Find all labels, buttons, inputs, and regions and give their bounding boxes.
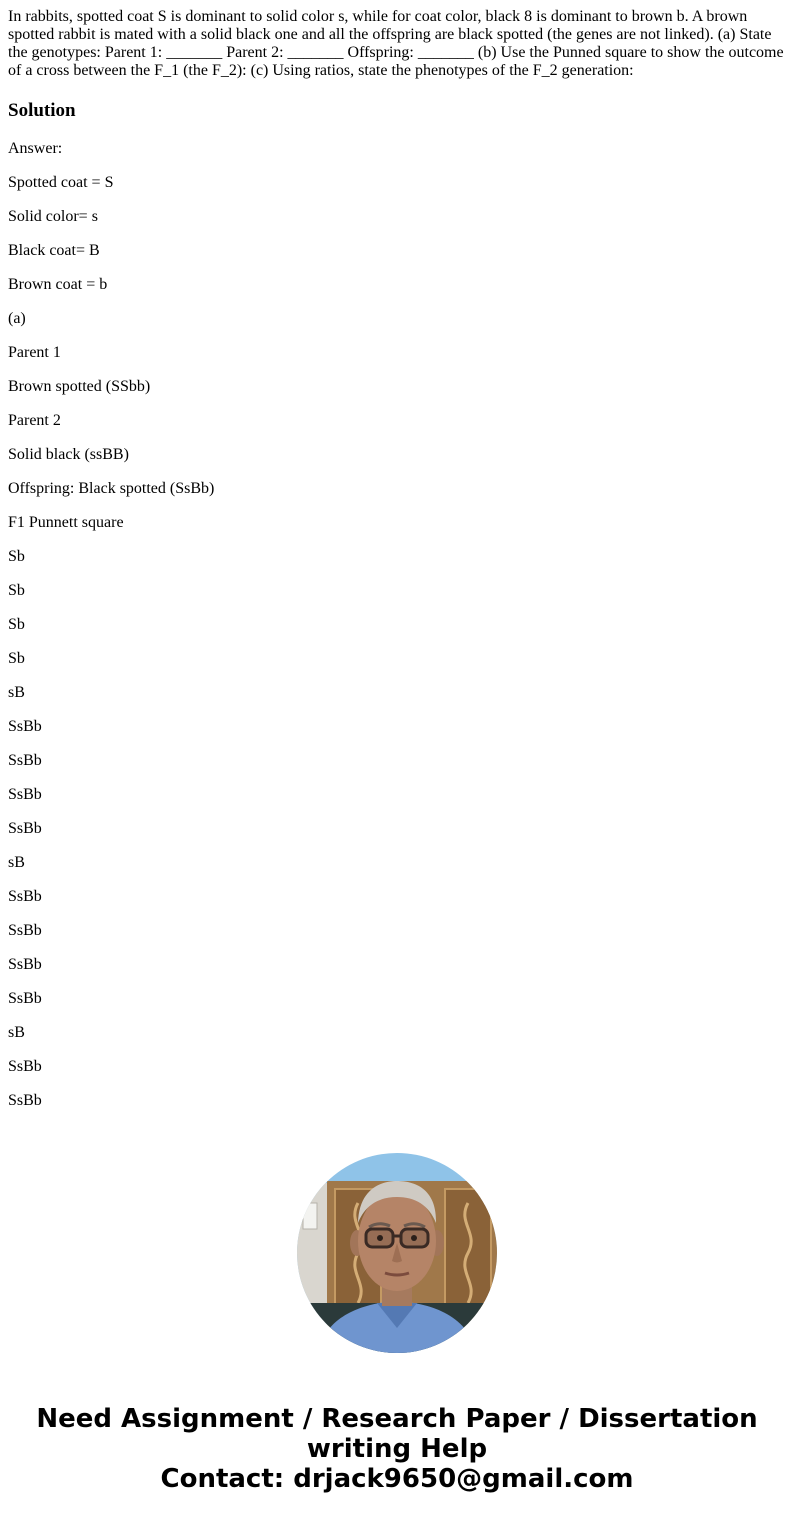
solution-line: SsBb [8,820,42,837]
solution-line: Spotted coat = S [8,174,114,191]
solution-line: Parent 2 [8,412,61,429]
solution-line: Offspring: Black spotted (SsBb) [8,480,215,497]
solution-line: Parent 1 [8,344,61,361]
solution-line: sB [8,854,25,871]
solution-line: Brown coat = b [8,276,108,293]
document-content [8,8,786,1126]
promo-banner [0,1404,794,1494]
solution-line: F1 Punnett square [8,514,124,531]
promo-line-2: writing Help [306,1434,488,1464]
solution-line: SsBb [8,956,42,973]
solution-line: SsBb [8,1092,42,1109]
solution-line: SsBb [8,888,42,905]
solution-line: Solid black (ssBB) [8,446,129,463]
solution-line: Sb [8,650,25,667]
solution-line: Sb [8,616,25,633]
author-photo [297,1153,497,1353]
solution-lines [8,140,786,1110]
solution-line: Solid color= s [8,208,98,225]
solution-line: Sb [8,582,25,599]
solution-line: sB [8,1024,25,1041]
solution-line: SsBb [8,752,42,769]
solution-line: Brown spotted (SSbb) [8,378,151,395]
solution-line: SsBb [8,1058,42,1075]
solution-heading: Solution [8,100,76,121]
solution-line: SsBb [8,922,42,939]
solution-line: Sb [8,548,25,565]
solution-line: Black coat= B [8,242,100,259]
solution-line: SsBb [8,990,42,1007]
promo-contact-line: Contact: drjack9650@gmail.com [160,1464,634,1494]
solution-line: SsBb [8,786,42,803]
promo-line-1: Need Assignment / Research Paper / Dissertation [36,1404,758,1434]
solution-line: sB [8,684,25,701]
question-text: In rabbits, spotted coat S is dominant to solid color s, while for coat color, black 8 is dominant to brown b. A brown spotted rabbit is mated with a solid black one and all the offspring are black spotted (the genes are not linked). (a) State the genotypes: Parent 1: _______ Parent 2: _______ Offspring: _______ (b) Use the Punned square to show the outcome of a cross between the F_1 (the F_2): (c) Using ratios, state the phenotypes of the F_2 generation: [8,8,784,79]
portrait-illustration [297,1153,497,1353]
solution-line: Answer: [8,140,63,157]
solution-line: (a) [8,310,26,327]
solution-line: SsBb [8,718,42,735]
